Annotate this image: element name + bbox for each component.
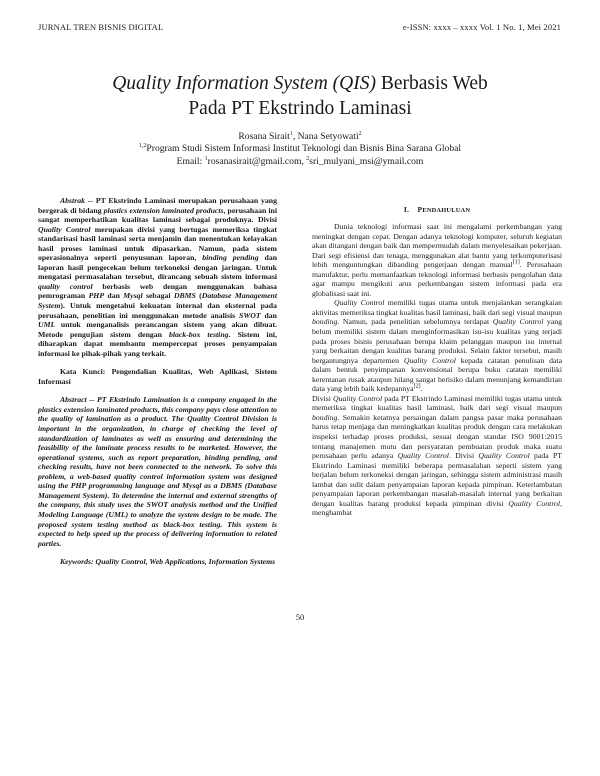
title-rest: Berbasis Web — [375, 73, 488, 94]
abstrak-paragraph: Abstrak -- PT Ekstrindo Laminasi merupakan perusahaan yang bergerak di bidang plastics extension laminated products, perusahaan ini sangat memperhatikan kualitas laminasi sebagai produknya. Divisi Quality Control merupakan divisi yang bertugas memeriksa tingkat standarisasi hasil laminasi serta menjamin dan menentukan kelayakan hasil proses laminasi untuk dipasarkan. Namun, pada sistem operasionalnya seperti penyusunan laporan, binding pending dan laporan hasil pengecekan belum terkoneksi dengan jaringan. Untuk mengatasi permasalahan tersebut, dirancang sebuah sistem informasi quality control berbasis web dengan menggunakan bahasa pemrograman PHP dan Mysql sebagai DBMS (Database Management System). Untuk mengetahui kekuatan internal dan eksternal pada perusahaan, penelitian ini menggunakan metode analisis SWOT dan UML untuk menganalisis perancangan sistem yang akan dibuat. Metode pengujian sistem dengan black-box testing. Sistem ini, diharapkan dapat membantu mempercepat proses penyampaian informasi ke pihak-pihak yang terkait. — [38, 196, 278, 358]
author-emails: Email: $^1$rosanasirait@gmail.com, $^2$sri_mulyani_msi@ymail.com — [176, 155, 424, 167]
right-column — [312, 222, 562, 518]
intro-paragraph-2: Quality Control memiliki tugas utama untuk menjalankan serangkaian aktivitas memeriksa tingkat kualitas hasil laminasi, baik dari segi visual maupun bonding. Namun, pada penelitian sebelumnya terdapat Quality Control yang belum memiliki sistem dalam menginformasikan isu-isu kualitas yang terjadi pada proses bisnis perusahaan berupa klaim pelanggan maupun isu internal yang berkaitan dengan kualitas barang produksi. Selain faktor tersebut, masih bergantungnya departemen Quality Control kepada catatan penulisan data dalam bentuk penyimpanan konvensional berupa buku catatan memiliki kerentanan rusak ataupun hilang sangat berisiko dalam menunjang kemandirian data yang lebih baik kedepannya[2]. — [312, 298, 563, 394]
journal-name: JURNAL TREN BISNIS DIGITAL — [38, 22, 164, 32]
kata-kunci: Kata Kunci: Pengendalian Kualitas, Web Aplikasi, Sistem Informasi — [38, 367, 277, 386]
author-1: Rosana Sirait — [238, 131, 290, 142]
kata-kunci-label: Kata Kunci — [60, 367, 103, 377]
paper-title-line-1 — [0, 71, 600, 96]
citation-1[interactable]: [1] — [512, 259, 520, 266]
keywords-label: Keywords — [60, 557, 91, 567]
email-1: rosanasirait@gmail.com, — [207, 156, 307, 167]
abstract-paragraph: Abstract -- PT Ekstrindo Lamination is a company engaged in the plastics extension laminated products, this company pays close attention to the quality of lamination as a product. The Quality Control Division is important in the organization, in charge of checking the level of standardization of laminates as well as ensuring and determining the feasibility of the laminate process results to be marketed. However, the operational systems, such as report preparation, binding pending, and checking results, have not been connected to the network. To solve this problem, a web-based quality control information system was designed using the PHP programming language and Mysql as a DBMS (Database Management System). To determine the internal and external strengths of the company, this study uses the SWOT analysis method and the Unified Modeling Language (UML) to analyze the system design to be made. The proposed system testing method as black-box testing. This system is expected to help speed up the process of delivering information to related parties. — [38, 395, 277, 548]
email-2: sri_mulyani_msi@ymail.com — [309, 156, 424, 167]
title-italic: Quality Information System (QIS) — [112, 73, 376, 94]
intro-paragraph-1: Dunia teknologi informasi saat ini mengalami perkembangan yang meningkat dengan cepat. Dengan adanya teknologi komputer, seluruh kegiatan akan ditangani dengan baik dan mempermudah dalam menyelesaikan pekerjaan. Dari segi efisiensi dan tenaga, menggunakan alat bantu yang terkomputerisasi lebih menguntungkan dibanding pengerjaan dengan manual[1]. Perusahaan manufaktur, perlu memanfaatkan teknologi informasi berbasis pengolahan data agar mampu mengikuti arus perkembangan sistem informasi pada era globalisasi saat ini. — [312, 222, 562, 298]
abstrak-label: Abstrak — [60, 196, 85, 205]
issn-volume: e-ISSN: xxxx – xxxx Vol. 1 No. 1, Mei 2021 — [402, 22, 561, 32]
paper-title-line-2: Pada PT Ekstrindo Laminasi — [188, 98, 412, 119]
abstract-label: Abstract — [60, 395, 87, 405]
left-column — [38, 196, 277, 567]
citation-2[interactable]: [2] — [413, 383, 421, 390]
author-list: Rosana Sirait$^1$, Nana Setyowati$^2$ — [238, 130, 362, 142]
keywords: Keywords: Quality Control, Web Applications, Information Systems — [60, 557, 276, 567]
intro-paragraph-3: Divisi Quality Control pada PT Ekstrindo Laminasi memiliki tugas utama untuk memeriksa tingkat kualitas hasil laminasi, baik dari segi visual maupun bonding. Semakin ketatnya persaingan dalam pangsa pasar maka perusahaan harus tetap menjaga dan meningkatkan kualitas produk dengan cara melakukan inspeksi terhadap proses produksi, sesuai dengan standar ISO 9001:2015 tentang manajemen mutu dan persyaratan pembuatan produk maka suatu perusahaan perlu adanya Quality Control. Divisi Quality Control pada PT Ekstrindo Laminasi memiliki beberapa permasalahan seperti sistem yang berjalan belum terkoneksi dengan jaringan, sehingga sistem administrasi masih lambat dan sulit dalam penyampaian laporan kepada pimpinan. Keterlambatan penyampaian laporan perkembangan masalah-masalah internal yang berkaitan dengan kualitas barang produksi kepada pimpinan divisi Quality Control, menghambat — [312, 393, 563, 518]
affiliation: $^{1,2}$Program Studi Sistem Informasi Institut Teknologi dan Bisnis Bina Sarana Global — [138, 142, 462, 154]
section-heading-pendahuluan: I. PENDAHULUAN — [403, 205, 471, 214]
author-2: , Nana Setyowati — [292, 131, 359, 142]
page-number: 50 — [295, 612, 305, 622]
